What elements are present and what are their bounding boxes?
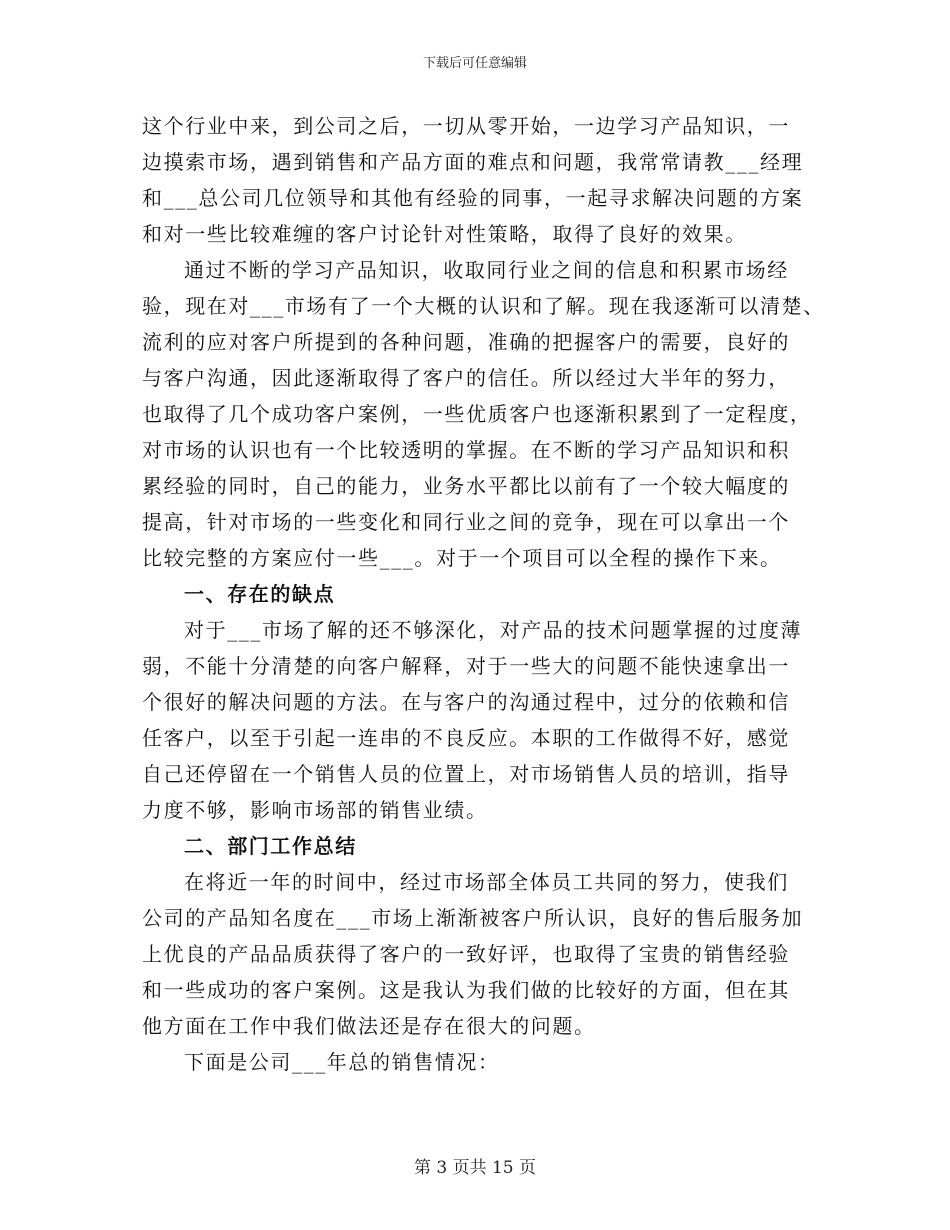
paragraph-line: 边摸索市场，遇到销售和产品方面的难点和问题，我常常请教___经理: [142, 150, 804, 174]
paragraph-line: 弱，不能十分清楚的向客户解释，对于一些大的问题不能快速拿出一: [142, 654, 790, 678]
paragraph-line: 和对一些比较难缠的客户讨论针对性策略，取得了良好的效果。: [142, 222, 747, 246]
paragraph-line: 与客户沟通，因此逐渐取得了客户的信任。所以经过大半年的努力，: [142, 366, 790, 390]
paragraph-line: 任客户，以至于引起一连串的不良反应。本职的工作做得不好，感觉: [142, 726, 790, 750]
paragraph-line: 和___总公司几位领导和其他有经验的同事，一起寻求解决问题的方案: [142, 186, 804, 210]
paragraph-line: 对于___市场了解的还不够深化，对产品的技术问题掌握的过度薄: [184, 618, 802, 642]
document-body: [142, 108, 825, 1080]
page-header: 下载后可任意编辑: [422, 56, 527, 71]
paragraph-line: 流利的应对客户所提到的各种问题，准确的把握客户的需要，良好的: [142, 330, 790, 354]
paragraph-line: 他方面在工作中我们做法还是存在很大的问题。: [142, 1014, 596, 1038]
paragraph-line: 上优良的产品品质获得了客户的一致好评，也取得了宝贵的销售经验: [142, 942, 790, 966]
paragraph-line: 通过不断的学习产品知识，收取同行业之间的信息和积累市场经: [184, 258, 789, 282]
paragraph-line: 自己还停留在一个销售人员的位置上，对市场销售人员的培训，指导: [142, 762, 790, 786]
paragraph-line: 在将近一年的时间中，经过市场部全体员工共同的努力，使我们: [184, 870, 789, 894]
paragraph-line: 也取得了几个成功客户案例，一些优质客户也逐渐积累到了一定程度，: [142, 402, 812, 426]
paragraph-line: 提高，针对市场的一些变化和同行业之间的竞争，现在可以拿出一个: [142, 510, 790, 534]
paragraph-line: 对市场的认识也有一个比较透明的掌握。在不断的学习产品知识和积: [142, 438, 790, 462]
paragraph-line: 个很好的解决问题的方法。在与客户的沟通过程中，过分的依赖和信: [142, 690, 790, 714]
paragraph-line: 下面是公司___年总的销售情况：: [184, 1050, 500, 1074]
paragraph-line: 公司的产品知名度在___市场上渐渐被客户所认识，良好的售后服务加: [142, 906, 804, 930]
paragraph-line: 这个行业中来，到公司之后，一切从零开始，一边学习产品知识，一: [142, 114, 790, 138]
paragraph-line: 累经验的同时，自己的能力，业务水平都比以前有了一个较大幅度的: [142, 474, 790, 498]
paragraph-line: 比较完整的方案应付一些___。对于一个项目可以全程的操作下来。: [142, 546, 782, 570]
page-number: 第 3 页共 15 页: [413, 1158, 537, 1178]
section-heading-department-summary: 二、部门工作总结: [184, 834, 357, 858]
paragraph-line: 力度不够，影响市场部的销售业绩。: [142, 798, 488, 822]
paragraph-line: 和一些成功的客户案例。这是我认为我们做的比较好的方面，但在其: [142, 978, 790, 1002]
section-heading-shortcomings: 一、存在的缺点: [184, 582, 336, 606]
paragraph-line: 验，现在对___市场有了一个大概的认识和了解。现在我逐渐可以清楚、: [142, 294, 825, 318]
